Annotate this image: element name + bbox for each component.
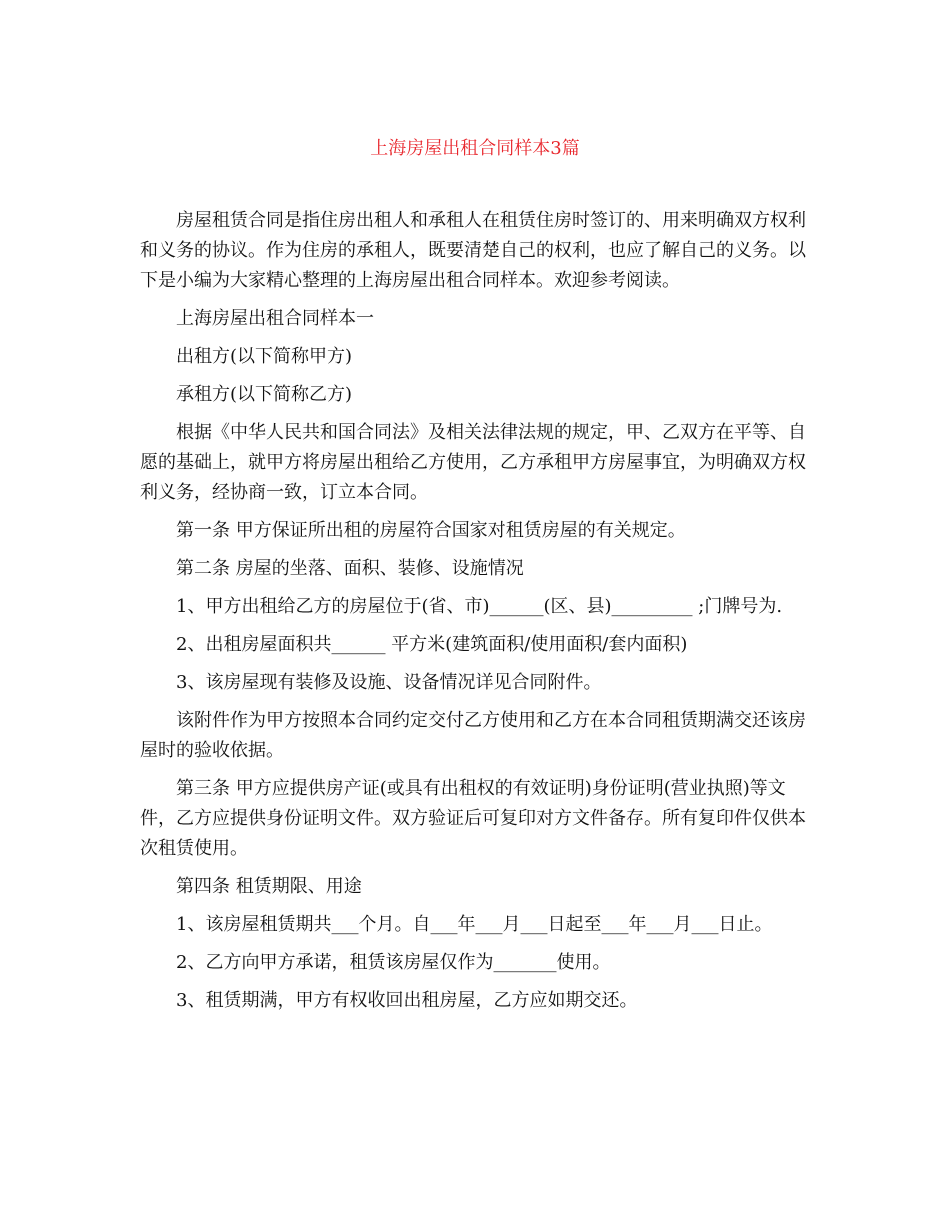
article-2-item-1: 1、甲方出租给乙方的房屋位于(省、市)______(区、县)_________ ;门牌号为. (176, 596, 783, 617)
article-4-item-2: 2、乙方向甲方承诺，租赁该房屋仅作为_______使用。 (176, 952, 611, 973)
legal-basis-paragraph: 根据《中华人民共和国合同法》及相关法律法规的规定，甲、乙双方在平等、自愿的基础上，就甲方将房屋出租给乙方使用，乙方承租甲方房屋事宜，为明确双方权利义务，经协商一致，订立本合同。 (140, 422, 806, 503)
lessor-line: 出租方(以下简称甲方) (176, 346, 353, 367)
article-4-item-3: 3、租赁期满，甲方有权收回出租房屋，乙方应如期交还。 (176, 990, 638, 1011)
article-2-heading: 第二条 房屋的坐落、面积、装修、设施情况 (176, 558, 524, 579)
article-4-item-1: 1、该房屋租赁期共___个月。自___年___月___日起至___年___月___日止。 (176, 914, 773, 935)
article-1: 第一条 甲方保证所出租的房屋符合国家对租赁房屋的有关规定。 (176, 520, 686, 541)
sample-heading: 上海房屋出租合同样本一 (176, 308, 374, 329)
document-body (140, 206, 812, 1024)
attachment-paragraph: 该附件作为甲方按照本合同约定交付乙方使用和乙方在本合同租赁期满交还该房屋时的验收依据。 (140, 710, 806, 761)
article-3: 第三条 甲方应提供房产证(或具有出租权的有效证明)身份证明(营业执照)等文件，乙方应提供身份证明文件。双方验证后可复印对方文件备存。所有复印件仅供本次租赁使用。 (140, 778, 806, 859)
document-title: 上海房屋出租合同样本3篇 (370, 138, 580, 159)
article-2-item-2: 2、出租房屋面积共______ 平方米(建筑面积/使用面积/套内面积) (176, 634, 688, 655)
lessee-line: 承租方(以下简称乙方) (176, 384, 353, 405)
article-2-item-3: 3、该房屋现有装修及设施、设备情况详见合同附件。 (176, 672, 602, 693)
article-4-heading: 第四条 租赁期限、用途 (176, 876, 362, 897)
intro-paragraph: 房屋租赁合同是指住房出租人和承租人在租赁住房时签订的、用来明确双方权利和义务的协议。作为住房的承租人，既要清楚自己的权利，也应了解自己的义务。以下是小编为大家精心整理的上海房屋出租合同样本。欢迎参考阅读。 (140, 210, 806, 291)
